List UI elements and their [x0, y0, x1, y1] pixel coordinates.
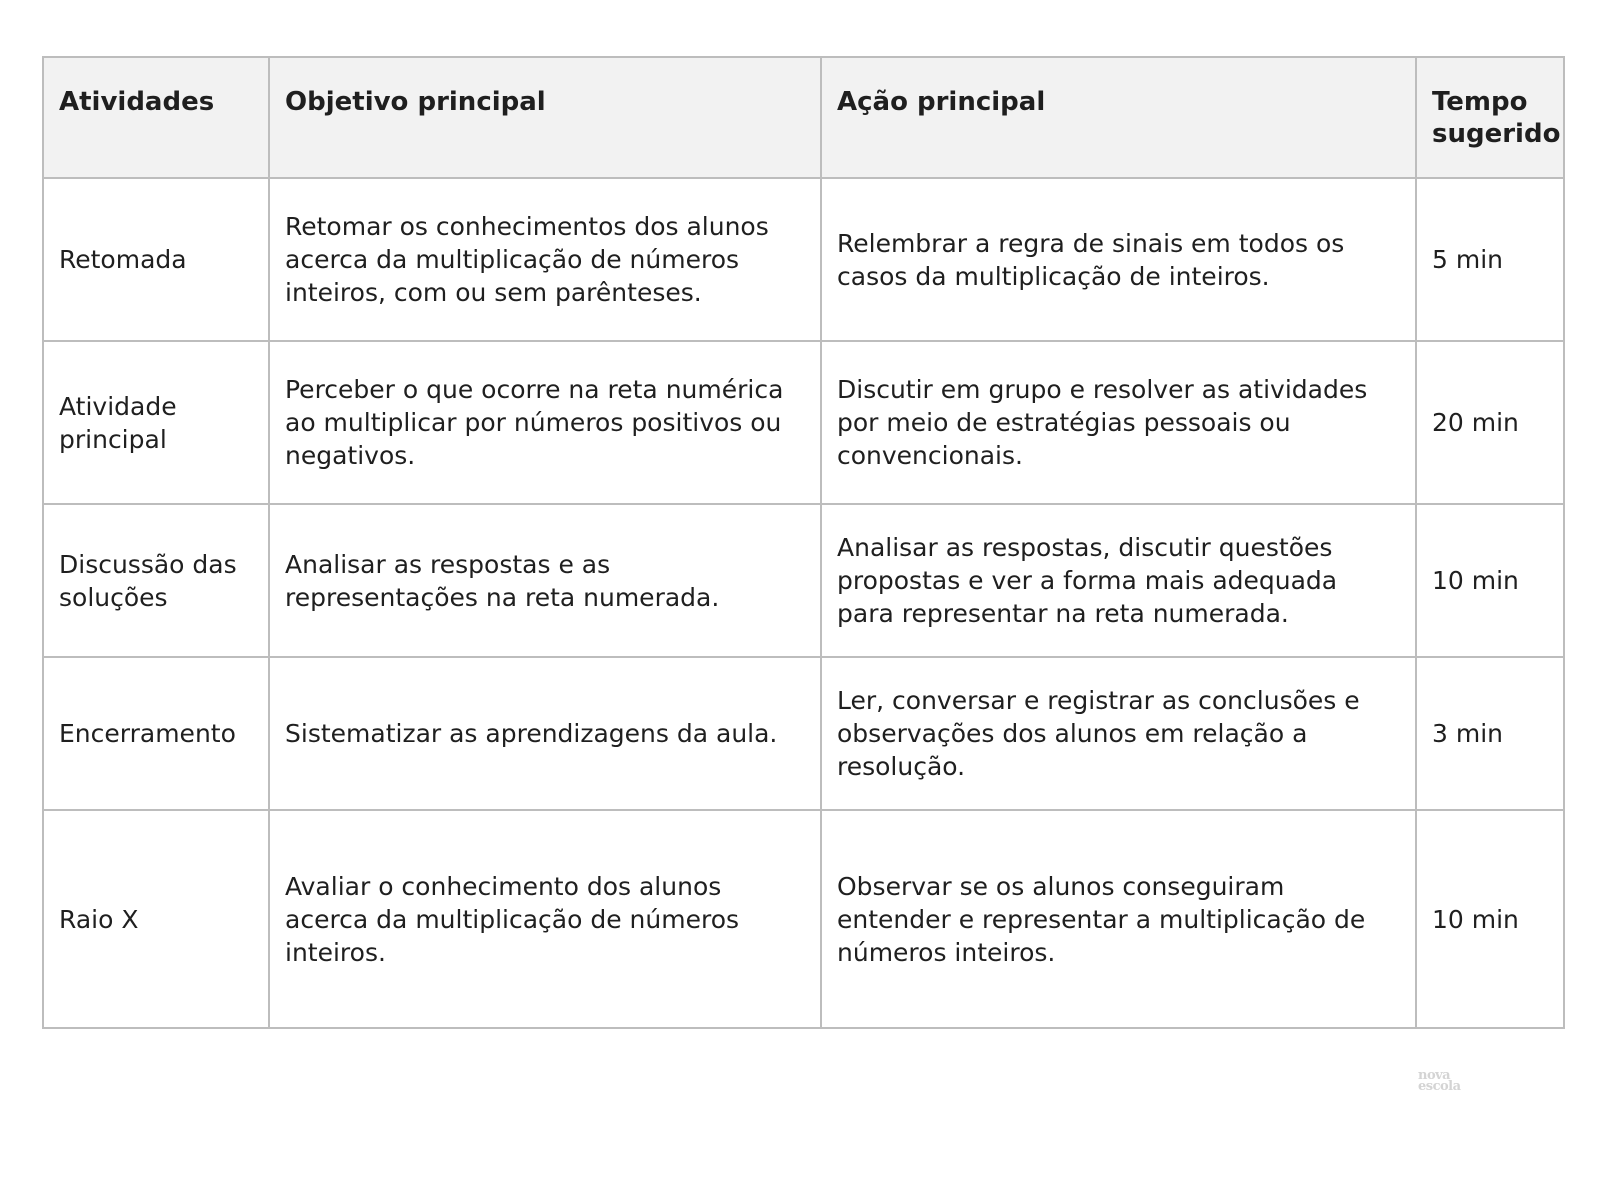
table-row [43, 178, 1564, 341]
header-objetivo-principal: Objetivo principal [269, 57, 821, 178]
cell-tempo: 10 min [1416, 810, 1564, 1028]
table-header-row [43, 57, 1564, 178]
nova-escola-logo [1418, 1070, 1461, 1092]
cell-atividade: Atividade principal [43, 341, 269, 504]
cell-acao: Observar se os alunos conseguiram entender e representar a multiplicação de números inteiros. [821, 810, 1416, 1028]
cell-atividade: Retomada [43, 178, 269, 341]
table-row [43, 341, 1564, 504]
cell-objetivo: Analisar as respostas e as representações na reta numerada. [269, 504, 821, 657]
cell-atividade: Raio X [43, 810, 269, 1028]
cell-objetivo: Avaliar o conhecimento dos alunos acerca da multiplicação de números inteiros. [269, 810, 821, 1028]
header-atividades: Atividades [43, 57, 269, 178]
cell-tempo: 10 min [1416, 504, 1564, 657]
cell-atividade: Encerramento [43, 657, 269, 810]
header-acao-principal: Ação principal [821, 57, 1416, 178]
table-row [43, 657, 1564, 810]
cell-objetivo: Sistematizar as aprendizagens da aula. [269, 657, 821, 810]
cell-tempo: 20 min [1416, 341, 1564, 504]
logo-line-nova: nova [1418, 1068, 1451, 1083]
cell-atividade: Discussão das soluções [43, 504, 269, 657]
cell-tempo: 3 min [1416, 657, 1564, 810]
cell-acao: Discutir em grupo e resolver as atividades por meio de estratégias pessoais ou convencionais. [821, 341, 1416, 504]
cell-objetivo: Retomar os conhecimentos dos alunos acerca da multiplicação de números inteiros, com ou sem parênteses. [269, 178, 821, 341]
cell-acao: Relembrar a regra de sinais em todos os casos da multiplicação de inteiros. [821, 178, 1416, 341]
logo-line-escola: escola [1418, 1079, 1461, 1094]
lesson-plan-table [42, 56, 1565, 1029]
cell-objetivo: Perceber o que ocorre na reta numérica ao multiplicar por números positivos ou negativos. [269, 341, 821, 504]
cell-tempo: 5 min [1416, 178, 1564, 341]
table-row [43, 810, 1564, 1028]
cell-acao: Analisar as respostas, discutir questões propostas e ver a forma mais adequada para representar na reta numerada. [821, 504, 1416, 657]
table-row [43, 504, 1564, 657]
cell-acao: Ler, conversar e registrar as conclusões e observações dos alunos em relação a resolução. [821, 657, 1416, 810]
header-tempo-sugerido: Tempo sugerido [1416, 57, 1564, 178]
